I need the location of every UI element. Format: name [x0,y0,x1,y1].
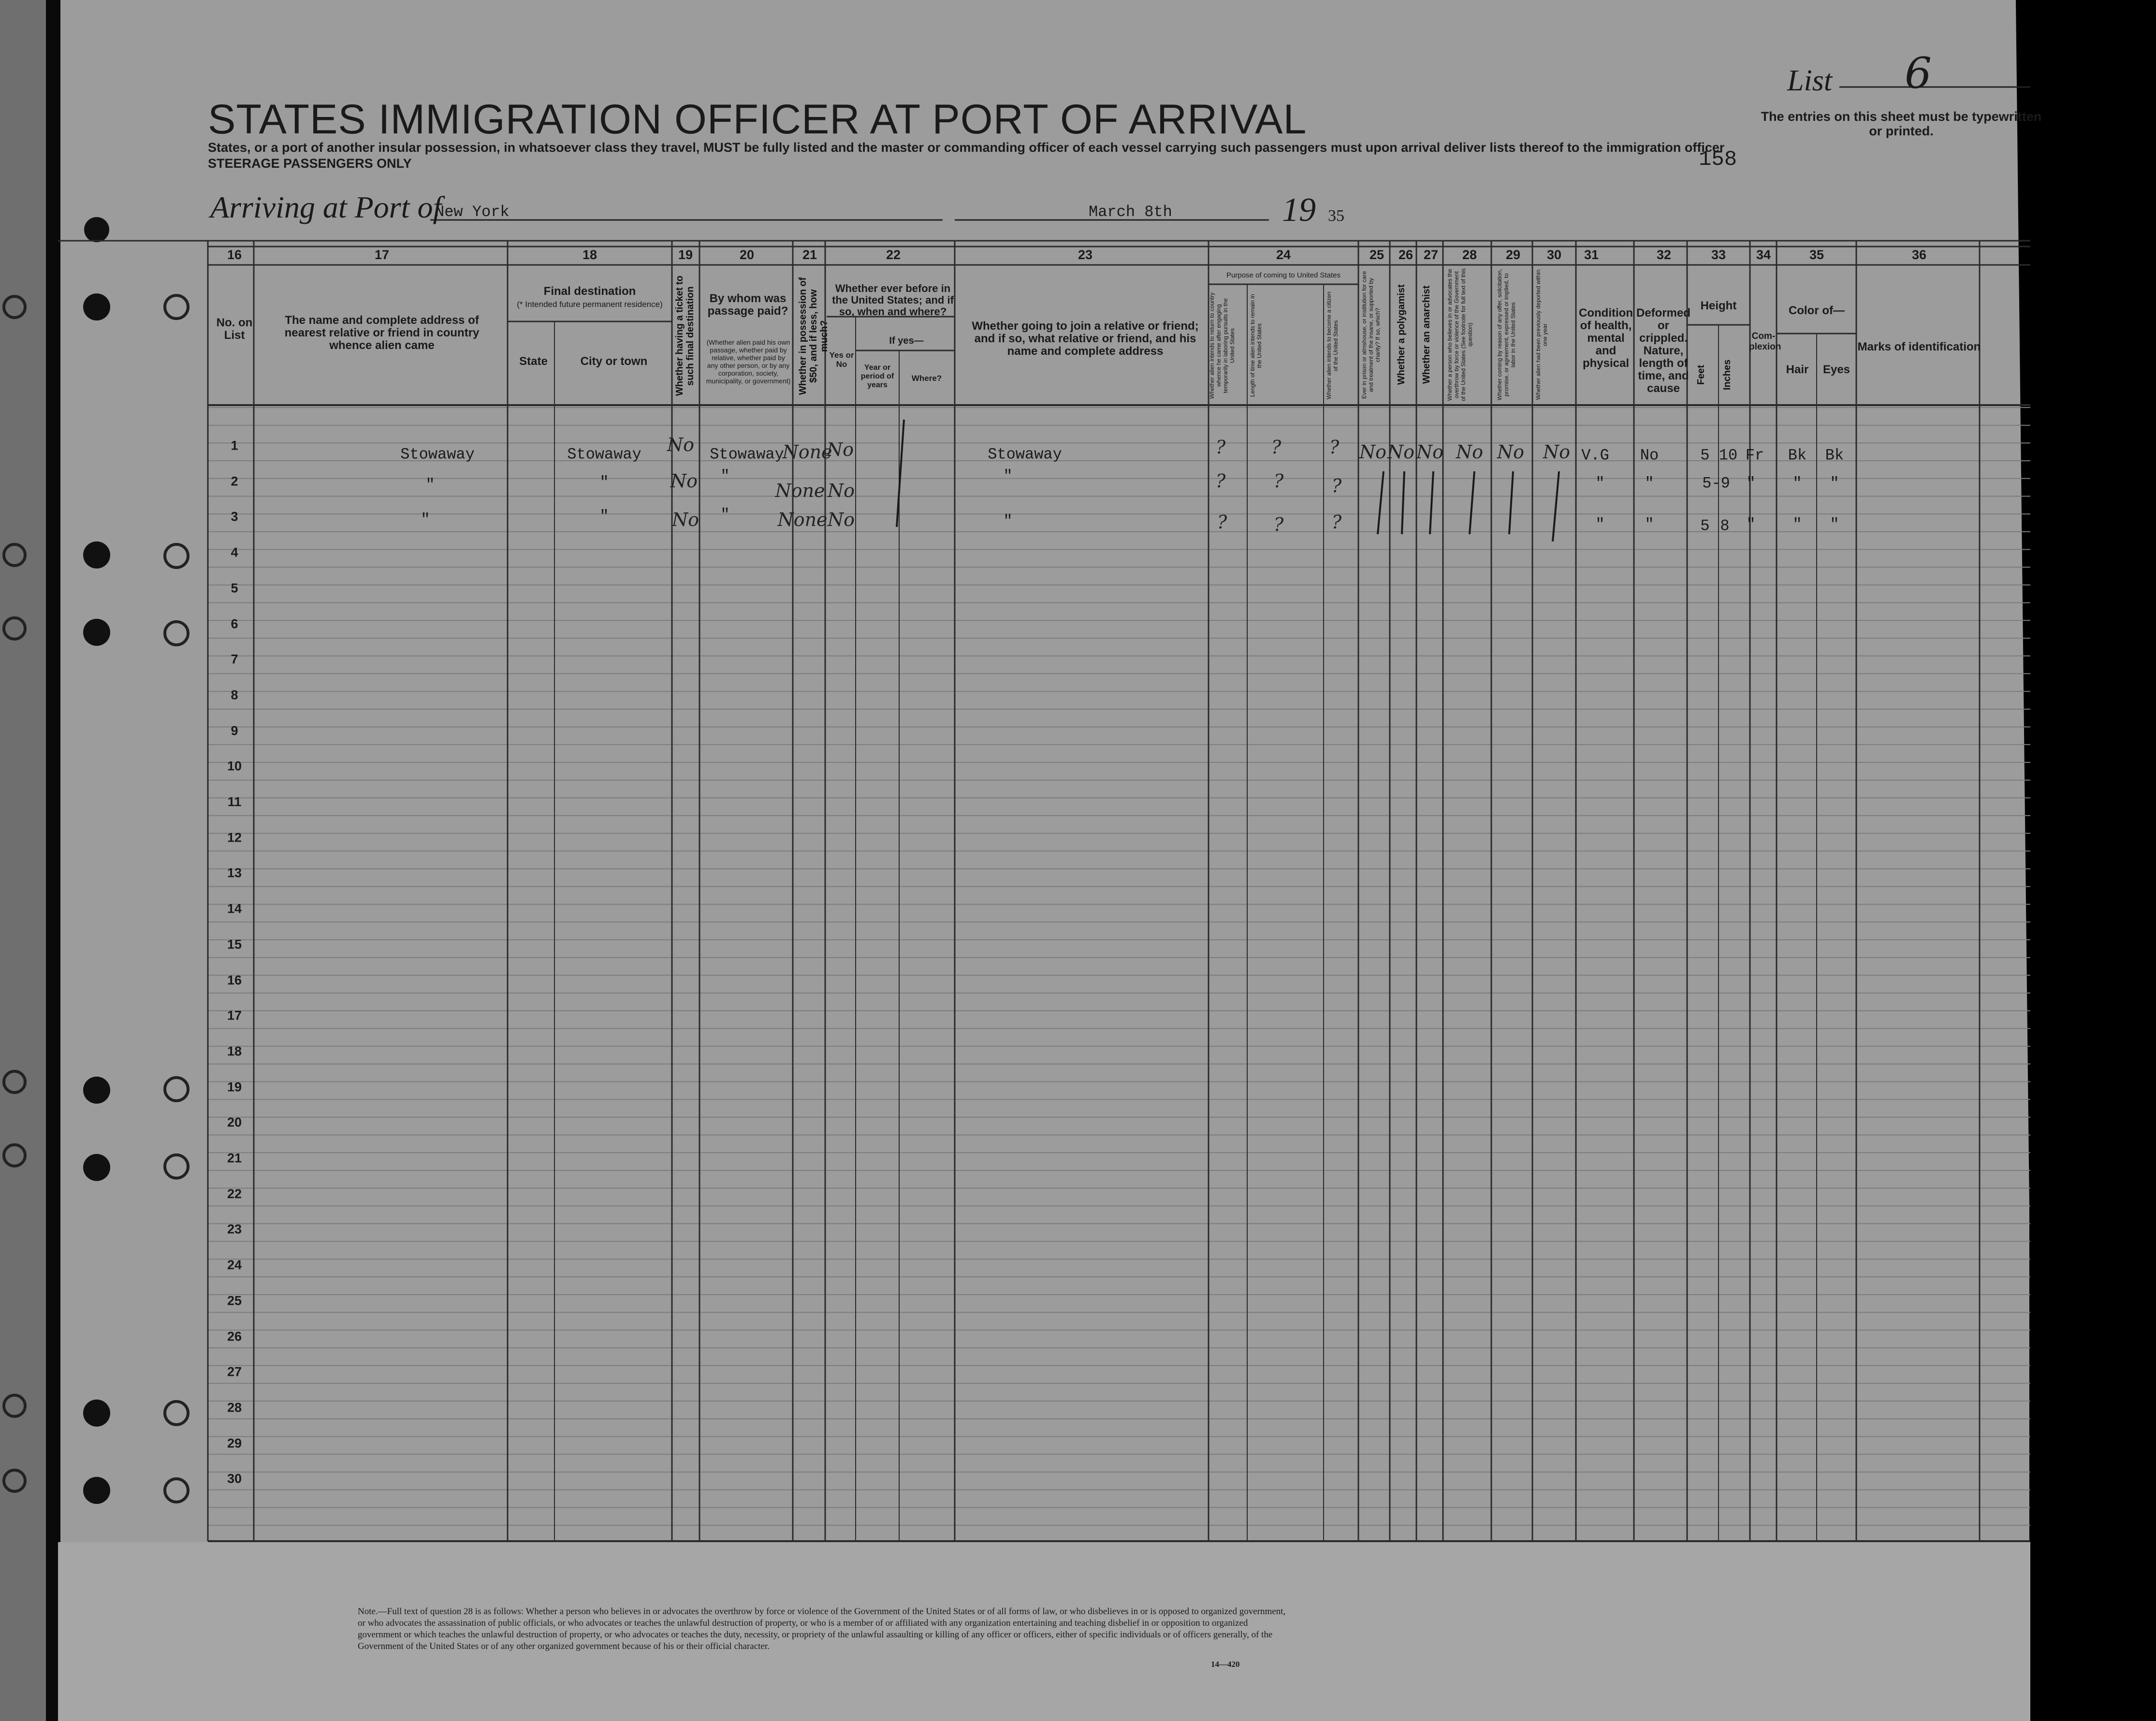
row-number: 15 [227,937,242,952]
col-20-header: By whom was passage paid? [707,292,788,318]
list-label: List [1787,64,1833,97]
col-32-header: Deformed or crippled. Nature, length of time, and cause [1636,306,1691,395]
col-18-state: State [519,355,548,368]
form-number: 14—420 [1211,1660,1240,1669]
col-num-25: 25 [1369,248,1384,262]
col-num-16: 16 [227,248,242,262]
row2-deformed: " [1645,474,1654,493]
row3-final-city: " [599,507,609,525]
col-24-sub2: Length of time alien intends to remain in the United States [1249,294,1263,397]
col-20-subtitle: (Whether alien paid his own passage, whether paid by relative, whether paid by any other person, or by any corporation, society, municipality, or government) [706,338,791,385]
row1-ticket: No [667,434,695,455]
date-value: March 8th [1089,203,1172,221]
row3-ever-before: No [827,509,855,530]
row-number: 25 [227,1293,242,1308]
row3-feet: 5 [1700,517,1710,535]
row1-deformed: No [1640,446,1659,465]
row3-p3: ? [1331,511,1342,533]
row2-health: " [1595,474,1605,493]
col-35-header: Color of— [1789,304,1845,317]
row3-eyes: " [1830,515,1839,534]
col-33-header: Height [1700,299,1737,312]
col-num-28: 28 [1462,248,1477,262]
row2-money: None [775,480,825,501]
row1-q25: No [1359,441,1387,463]
col-23-header: Whether going to join a relative or friend; and if so, what relative or friend, and his name and complete address [972,320,1199,358]
row-number: 23 [227,1222,242,1237]
row1-feet: 5 [1700,446,1710,465]
col-num-33: 33 [1711,248,1726,262]
row-number: 28 [227,1400,242,1415]
row2-hair: " [1792,474,1802,493]
row2-ticket: No [670,470,698,492]
row3-money: None [777,509,828,530]
row1-joining: Stowaway [988,445,1062,464]
col-num-32: 32 [1656,248,1672,262]
row3-relative: " [421,510,430,529]
row1-relative: Stowaway [400,445,475,464]
row1-ever-before: No [826,439,854,460]
arriving-label: Arriving at Port of [210,190,442,224]
col-num-20: 20 [739,248,755,262]
row-number: 20 [227,1115,242,1130]
row-number: 14 [227,901,242,916]
row2-final-city: " [599,473,609,492]
row1-p1: ? [1215,437,1226,458]
row2-relative: " [425,476,435,494]
row1-inches: 10 [1719,446,1738,465]
row-number: 1 [231,438,238,453]
footnote-q28: Note.—Full text of question 28 is as follows: Whether a person who believes in or advocates the overthrow by force or violence of the Government of the United States or of all forms of law, or who disbelieves in or is opposed to organized government, or who advocates the assassination of public officials, or who advocates or teaches the unlawful destruction of property, or who is a member of or affiliated with any organization entertaining and teaching disbelief in or opposition to organized government or which teaches the unlawful destruction of property, or who advocates or teaches the duty, necessity, or propriety of the unlawful assaulting or killing of any officer or officers, either of specific individuals or of officers generally, of the Government of the United States or of any other organized government because of his or their official character. [358,1606,1286,1651]
col-16-header: No. on List [216,316,253,342]
col-num-29: 29 [1505,248,1521,262]
row3-joining: " [1003,512,1013,530]
row-number: 10 [227,758,242,773]
col-33-feet: Feet [1696,365,1706,385]
col-num-36: 36 [1911,248,1927,262]
row-number: 2 [231,474,238,489]
row2-joining: " [1003,467,1013,485]
col-36-header: Marks of identification [1857,340,1981,353]
row1-q30: No [1543,441,1571,463]
row-number: 29 [227,1436,242,1451]
row1-hair: Bk [1788,446,1807,465]
row1-paid-by: Stowaway [710,445,784,464]
list-number: 6 [1905,48,1932,98]
row-number: 13 [227,865,242,880]
row-number: 9 [231,723,238,738]
col-22-yesno: Yes or No [829,350,854,369]
row-number: 5 [231,581,238,596]
col-27-header: Whether an anarchist [1421,285,1432,384]
port-value: New York [435,203,510,221]
row-number: 11 [227,794,242,809]
row1-health: V.G [1581,446,1609,465]
steerage-label: STEERAGE PASSENGERS ONLY [208,156,412,171]
row3-deformed: " [1645,515,1654,534]
row1-eyes: Bk [1825,446,1844,465]
row2-p1: ? [1215,470,1226,492]
col-num-24: 24 [1276,248,1291,262]
row2-p3: ? [1331,475,1342,496]
col-num-26: 26 [1398,248,1413,262]
col-num-21: 21 [802,248,817,262]
row3-inches: 8 [1720,517,1730,535]
row-number: 8 [231,687,238,702]
row-number: 27 [227,1364,242,1379]
col-26-header: Whether a polygamist [1396,284,1407,385]
col-24-sub3: Whether alien intends to become a citizen of the United States [1326,292,1339,400]
col-num-22: 22 [886,248,901,262]
col-18-city: City or town [580,355,648,368]
col-num-34: 34 [1756,248,1771,262]
col-19-header: Whether having a ticket to such final destination [674,276,696,396]
row-number: 17 [227,1008,242,1023]
row-number: 18 [227,1044,242,1059]
row2-eyes: " [1830,474,1839,493]
row1-q27: No [1416,441,1444,463]
col-30-header: Whether alien had been previously deported within one year [1535,269,1548,400]
row3-ticket: No [671,509,699,530]
sheet-instructions: The entries on this sheet must be typewritten or printed. [1761,109,2042,138]
row1-money: None [782,441,832,463]
col-22-header: Whether ever before in the United States; and if so, when and where? [832,282,954,318]
col-34-header: Com-plexion [1749,331,1781,352]
row1-p2: ? [1271,437,1282,458]
row-number: 3 [231,509,238,524]
paper-background [58,0,2029,1721]
year-suffix: 35 [1328,207,1344,225]
row2-height: 5-9 [1702,474,1730,493]
col-18-header: Final destination [543,285,636,298]
col-17-header: The name and complete address of nearest relative or friend in country whence alien came [284,314,480,352]
row3-complexion: " [1746,515,1756,534]
row2-complexion: " [1746,474,1756,493]
row-number: 16 [227,973,242,987]
col-num-31: 31 [1584,248,1599,262]
row-number: 4 [231,545,238,560]
col-22-ifyes: If yes— [889,335,924,346]
row3-paid-by: " [720,506,730,524]
row1-q28: No [1456,441,1484,463]
col-24-header: Purpose of coming to United States [1226,271,1340,279]
year-prefix: 19 [1282,191,1316,229]
row2-paid-by: " [720,467,730,485]
col-28-header: Whether a person who believes in or advocates the overthrow by force or violence of the Government of the United States (See footnote for full text of this question) [1446,268,1473,401]
row-number: 7 [231,652,238,667]
row3-p2: ? [1273,514,1284,535]
row2-p2: ? [1273,470,1284,492]
row-number: 30 [227,1471,242,1486]
row1-q29: No [1497,441,1525,463]
col-num-27: 27 [1423,248,1439,262]
col-33-inches: Inches [1722,359,1733,390]
col-31-header: Condition of health, mental and physical [1579,306,1633,370]
col-35-eyes: Eyes [1822,363,1850,376]
row1-final-city: Stowaway [567,445,641,464]
col-24-sub1: Whether alien intends to return to country whence he came after engaging temporarily in laboring pursuits in the United States [1209,292,1236,399]
col-21-header: Whether in possession of $50, and if less, how much? [798,277,830,395]
row-number: 21 [227,1151,242,1166]
sheet-number: 158 [1699,147,1737,172]
row3-hair: " [1792,515,1802,534]
col-18-subtitle: (* Intended future permanent residence) [517,300,663,309]
col-29-header: Whether coming by reason of any offer, solicitation, promise, or agreement, expressed or implied, to labor in the United States [1496,269,1516,401]
row1-p3: ? [1329,437,1340,458]
col-22-year: Year or period of years [860,364,894,389]
row-number: 12 [227,830,242,845]
col-num-30: 30 [1546,248,1562,262]
row3-p1: ? [1217,511,1227,533]
row1-q26: No [1387,441,1415,463]
row-number: 6 [231,616,238,631]
col-num-17: 17 [374,248,390,262]
row-number: 19 [227,1079,242,1094]
row-number: 26 [227,1329,242,1343]
col-num-19: 19 [678,248,693,262]
row1-complexion: Fr [1745,446,1764,465]
form-intro: States, or a port of another insular possession, in whatsoever class they travel, MUST be fully listed and the master or commanding officer of each vessel carrying such passengers must upon arrival deliver lists thereof to the immigration officer [208,140,1725,155]
col-num-18: 18 [582,248,597,262]
col-22-where: Where? [911,374,942,383]
col-25-header: Ever in prison or almshouse, or institution for care and treatment of the insane, or supported by charity? If so, which? [1361,271,1381,399]
row3-health: " [1595,515,1605,534]
row-number: 24 [227,1257,242,1272]
col-35-hair: Hair [1786,363,1809,376]
col-num-35: 35 [1809,248,1824,262]
row-number: 22 [227,1186,242,1201]
row2-ever-before: No [827,480,855,501]
form-title: STATES IMMIGRATION OFFICER AT PORT OF ARRIVAL [208,96,1307,143]
col-num-23: 23 [1078,248,1093,262]
